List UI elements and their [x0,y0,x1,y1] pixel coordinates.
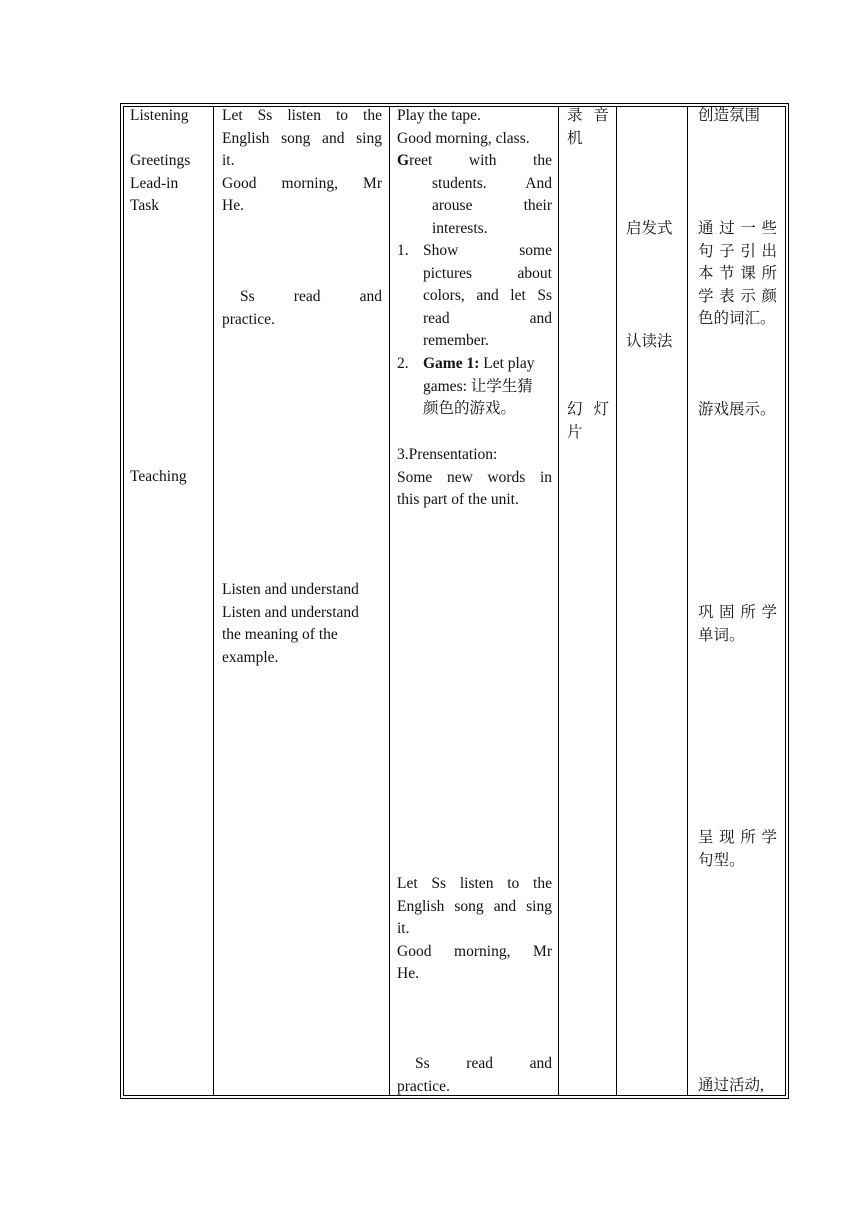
student-activity-listen: Listen and understand Listen and understand the meaning of the example. [222,581,359,666]
method-reading: 认读法 [626,333,673,350]
student-activity-practice: Ss read and practice. [222,288,382,328]
column-divider [389,106,390,1095]
greet-line: Greet with the [397,152,552,170]
media-recorder: 录 音 机 [567,107,609,147]
purpose-present: 呈现所学 句型。 [698,829,777,869]
student-activity-song: Let Ss listen to the English song and sing it. Good morning, Mr He. [222,107,382,215]
teacher-activity-item-2: 2. Game 1: Let play games: 让学生猜 颜色的游戏。 [397,355,535,418]
media-slides: 幻 灯 片 [567,401,609,441]
lesson-plan-table [120,103,789,1099]
stage-listening: Listening [130,107,189,124]
teacher-activity-practice: Ss read and practice. [397,1055,552,1095]
column-divider [616,106,617,1095]
teacher-activity-presentation: 3.Prensentation: Some new words in this part of the unit. [397,446,552,509]
stage-teaching: Teaching [130,468,187,485]
method-heuristic: 启发式 [626,220,673,237]
teacher-activity-intro: Play the tape. Good morning, class. Greet with the students. And arouse their interests. [397,107,552,237]
teacher-activity-song: Let Ss listen to the English song and sing it. Good morning, Mr He. [397,875,552,983]
purpose-activity: 通过活动, [698,1077,764,1094]
teacher-activity-item-1: 1. Show some pictures about colors, and let Ss read and remember. [397,242,552,350]
purpose-introduce: 通过一些 句子引出 本节课所 学表示颜 色的词汇。 [698,220,777,328]
purpose-atmosphere: 创造氛围 [698,107,761,124]
stage-greetings: Greetings [130,152,191,169]
column-divider [687,106,688,1095]
stage-task: Task [130,197,160,214]
column-divider [213,106,214,1095]
purpose-game: 游戏展示。 [698,401,776,418]
purpose-consolidate: 巩固所学 单词。 [698,604,777,644]
stage-lead-in: Lead-in [130,175,179,192]
column-divider [558,106,559,1095]
